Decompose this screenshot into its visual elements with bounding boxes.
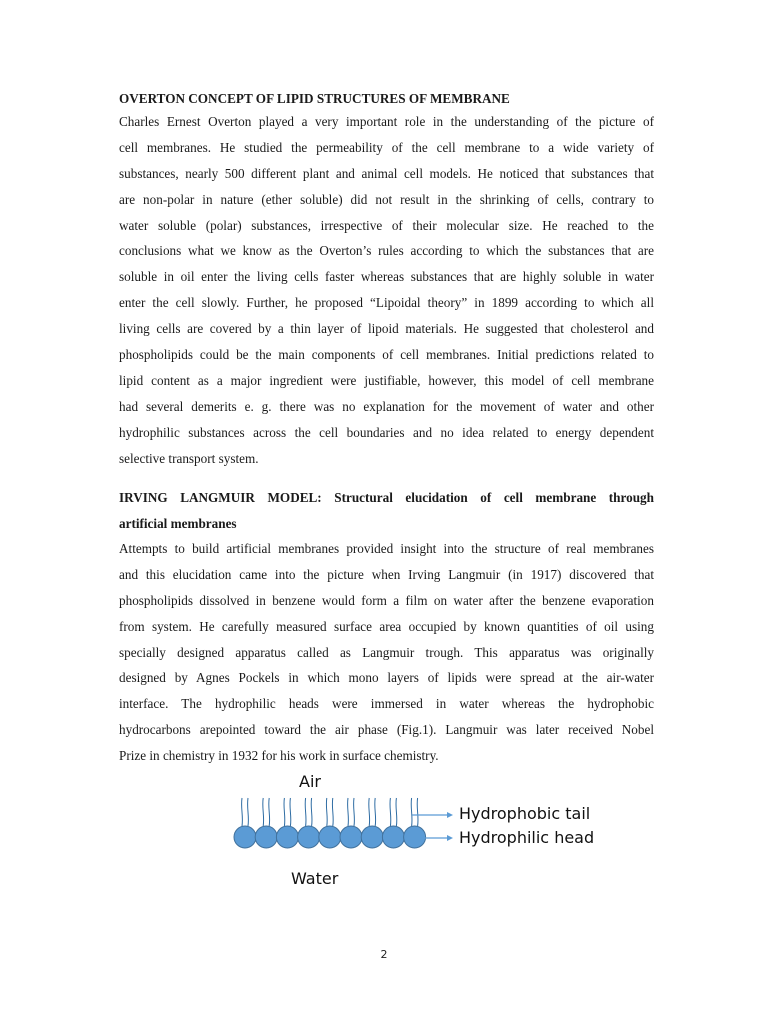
paragraph-line: and this elucidation came into the picture when Irving Langmuir (in 1917) discovered that [119, 566, 654, 582]
lipid-tail [242, 798, 243, 826]
section-heading-overton: OVERTON CONCEPT OF LIPID STRUCTURES OF MEMBRANE [119, 91, 510, 106]
head-arrow-head [447, 835, 453, 841]
lipid-tail [369, 798, 370, 826]
heading-line: artificial membranes [119, 516, 237, 531]
paragraph-line: phospholipids dissolved in benzene would form a film on water after the benzene evaporation [119, 592, 654, 608]
lipid-tail [269, 798, 270, 826]
paragraph-line: substances, nearly 500 different plant and animal cell models. He noticed that substances that [119, 165, 654, 181]
hydrophilic-heads [234, 826, 426, 848]
paragraph-line: specially designed apparatus called as Langmuir trough. This apparatus was originally [119, 644, 654, 660]
lipid-tail [305, 798, 306, 826]
lipid-head [340, 826, 362, 848]
lipid-tail [411, 798, 412, 826]
lipid-head [382, 826, 404, 848]
lipid-tail [348, 798, 349, 826]
hydrophilic-head-label: Hydrophilic head [459, 828, 595, 847]
paragraph-line: phospholipids could be the main components of cell membranes. Initial predictions related to [119, 347, 654, 363]
lipid-tail [311, 798, 312, 826]
air-label: Air [299, 772, 321, 791]
lipid-tail [263, 798, 264, 826]
lipid-tail [354, 798, 355, 826]
lipid-head [298, 826, 320, 848]
paragraph-line: selective transport system. [119, 450, 259, 466]
paragraph-line: enter the cell slowly. Further, he proposed “Lipoidal theory” in 1899 according to which all [119, 295, 654, 311]
lipid-tail [284, 798, 285, 826]
paragraph-line: designed by Agnes Pockels in which mono layers of lipids were spread at the air-water [119, 670, 654, 686]
tail-arrow-head [447, 812, 453, 818]
paragraph-line: hydrocarbons arepointed toward the air phase (Fig.1). Langmuir was later received Nobel [119, 722, 654, 738]
lipid-head [319, 826, 341, 848]
lipid-tail [390, 798, 391, 826]
paragraph-line: are non-polar in nature (ether soluble) did not result in the shrinking of cells, contrary to [119, 191, 654, 207]
paragraph-line: Prize in chemistry in 1932 for his work in surface chemistry. [119, 748, 439, 764]
paragraph-line: water soluble (polar) substances, irrespective of their molecular size. He reached to the [119, 217, 654, 233]
lipid-head [404, 826, 426, 848]
water-label: Water [291, 869, 339, 888]
lipid-tail [248, 798, 249, 826]
lipid-head [276, 826, 298, 848]
lipid-tail [396, 798, 397, 826]
heading-line: IRVING LANGMUIR MODEL: Structural elucidation of cell membrane through [119, 490, 654, 505]
paragraph-line: lipid content as a major ingredient were justifiable, however, this model of cell membrane [119, 372, 654, 388]
lipid-head [234, 826, 256, 848]
lipid-head [361, 826, 383, 848]
hydrophobic-tails [242, 798, 418, 826]
paragraph-line: soluble in oil enter the living cells faster whereas substances that are highly soluble in water [119, 269, 654, 285]
lipid-head [255, 826, 277, 848]
paragraph-line: Charles Ernest Overton played a very important role in the understanding of the picture of [119, 114, 654, 129]
lipid-tail [417, 798, 418, 826]
paragraph-line: from system. He carefully measured surface area occupied by known quantities of oil using [119, 618, 654, 634]
lipid-tail [326, 798, 327, 826]
paragraph-line: cell membranes. He studied the permeability of the cell membrane to a wide variety of [119, 139, 654, 155]
paragraph-line: Attempts to build artificial membranes provided insight into the structure of real membranes [119, 541, 654, 556]
page-number: 2 [380, 948, 388, 961]
lipid-tail [375, 798, 376, 826]
paragraph-line: had several demerits e. g. there was no explanation for the movement of water and other [119, 398, 654, 414]
paragraph-line: conclusions what we know as the Overton’s rules according to which the substances that are [119, 243, 654, 259]
lipid-tail [290, 798, 291, 826]
paragraph-line: hydrophilic substances across the cell boundaries and no idea related to energy dependent [119, 424, 654, 440]
lipid-tail [332, 798, 333, 826]
hydrophobic-tail-label: Hydrophobic tail [459, 804, 591, 823]
paragraph-line: living cells are covered by a thin layer of lipoid materials. He suggested that cholesterol and [119, 321, 654, 337]
paragraph-line: interface. The hydrophilic heads were immersed in water whereas the hydrophobic [119, 696, 654, 712]
